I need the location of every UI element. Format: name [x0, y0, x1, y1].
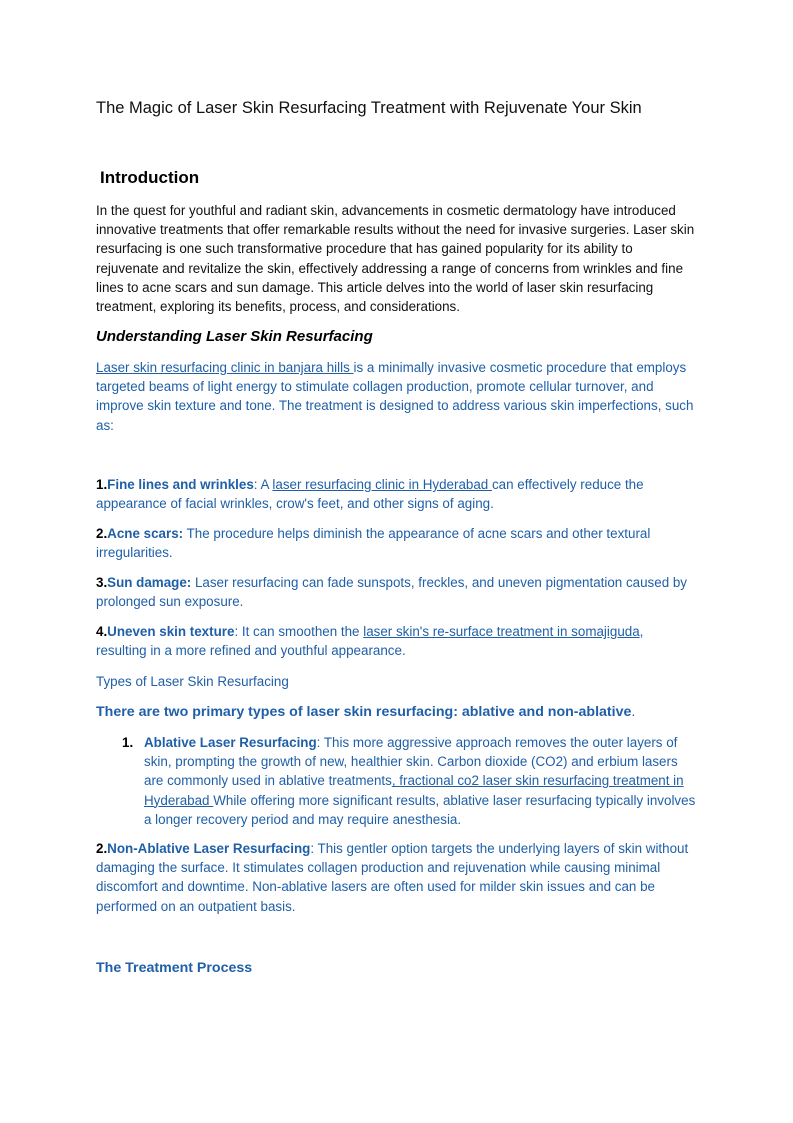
types-heading-period: .: [631, 704, 636, 720]
concern-text: The procedure helps diminish the appearance of acne scars and other textural irregularities.: [96, 526, 651, 561]
hyderabad-clinic-link[interactable]: laser resurfacing clinic in Hyderabad: [272, 477, 492, 492]
non-ablative-label: Non-Ablative Laser Resurfacing: [107, 841, 311, 856]
types-heading: [96, 702, 696, 722]
treatment-process-heading: The Treatment Process: [96, 960, 253, 976]
concern-label: Uneven skin texture: [107, 624, 235, 639]
ablative-label: Ablative Laser Resurfacing: [144, 735, 317, 750]
concern-item-acne-scars: [96, 524, 696, 562]
types-label: Types of Laser Skin Resurfacing: [96, 674, 289, 689]
concern-number: 2.: [96, 526, 108, 541]
understanding-text: is a minimally invasive cosmetic procedure that employs targeted beams of light energy to stimulate collagen production, promote cellular turnover, and improve skin texture and tone. The treatment is designed to address various skin imperfections, such as:: [96, 360, 694, 433]
concern-number: 1.: [96, 477, 108, 492]
concern-text-pre: : A: [253, 477, 273, 492]
non-ablative-text: : This gentler option targets the underlying layers of skin without damaging the surface. It stimulates collagen production and rejuvenation while causing minimal discomfort and downtime. Non-ablative lasers are often used for milder skin issues and can be performed on an outpatient basis.: [96, 841, 689, 914]
concern-text-pre: : It can smoothen the: [234, 624, 364, 639]
ablative-text-pre: : This more aggressive approach removes the outer layers of skin, prompting the growth of new, healthier skin. Carbon dioxide (CO2) and erbium lasers are commonly used in ablative treatments: [144, 735, 678, 789]
concern-item-sun-damage: [96, 573, 696, 611]
concern-text-post: , resulting in a more refined and youthful appearance.: [96, 624, 644, 659]
ablative-number: 1.: [122, 735, 134, 750]
non-ablative-item: [96, 839, 696, 916]
somajiguda-treatment-link[interactable]: laser skin's re-surface treatment in somajiguda: [363, 624, 640, 639]
ablative-text-post: While offering more significant results, ablative laser resurfacing typically involves a longer recovery period and may require anesthesia.: [144, 792, 696, 827]
non-ablative-number: 2.: [96, 841, 108, 856]
ablative-item: [144, 733, 696, 829]
concern-label: Fine lines and wrinkles: [107, 477, 254, 492]
introduction-paragraph: In the quest for youthful and radiant skin, advancements in cosmetic dermatology have introduced innovative treatments that offer remarkable results without the need for invasive surgeries. Laser skin resurfacing is one such transformative procedure that has gained popularity for its ability to rejuvenate and revitalize the skin, effectively addressing a range of concerns from wrinkles and fine lines to acne scars and sun damage. This article delves into the world of laser skin resurfacing treatment, exploring its benefits, process, and considerations.: [96, 203, 695, 315]
concern-label: Sun damage:: [107, 575, 192, 590]
understanding-paragraph: [96, 358, 696, 435]
concern-text: Laser resurfacing can fade sunspots, freckles, and uneven pigmentation caused by prolonged sun exposure.: [96, 575, 688, 610]
document-title: The Magic of Laser Skin Resurfacing Treatment with Rejuvenate Your Skin: [96, 99, 642, 117]
concern-number: 3.: [96, 575, 108, 590]
concern-text-post: can effectively reduce the appearance of facial wrinkles, crow's feet, and other signs of aging.: [96, 477, 644, 512]
concern-number: 4.: [96, 624, 108, 639]
banjara-hills-clinic-link[interactable]: Laser skin resurfacing clinic in banjara hills: [96, 360, 354, 375]
co2-treatment-link[interactable]: , fractional co2 laser skin resurfacing treatment in Hyderabad: [144, 773, 684, 808]
concern-item-fine-lines: [96, 475, 696, 513]
concern-item-uneven-texture: [96, 622, 696, 660]
understanding-heading: Understanding Laser Skin Resurfacing: [96, 328, 373, 345]
concern-label: Acne scars:: [107, 526, 184, 541]
types-heading-text: There are two primary types of laser skin resurfacing: ablative and non-ablative: [96, 704, 632, 720]
introduction-heading: Introduction: [100, 168, 200, 187]
